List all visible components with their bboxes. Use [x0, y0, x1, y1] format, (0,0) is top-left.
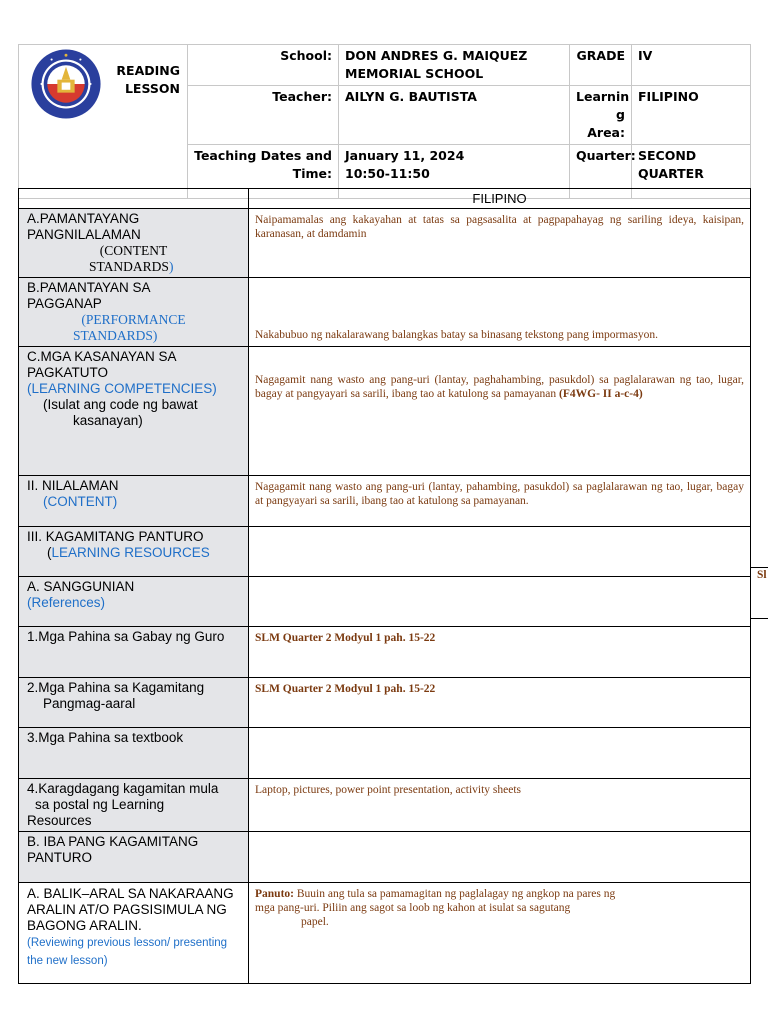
competency-code: (F4WG- II a-c-4) — [559, 388, 643, 400]
teaching-dates-label-line1: Teaching Dates and — [194, 148, 332, 163]
label-line — [27, 243, 240, 259]
competency-text: Nagagamit nang wasto ang pang-uri (lantay, paghahambing, pasukdol) sa paglalarawan ng tao, lugar, bagay at pangyayari sa sarili, ibang tao at katulong sa pamayanan — [255, 374, 744, 400]
row-additional-materials — [19, 779, 751, 832]
label-guide-pages: 1.Mga Pahina sa Gabay ng Guro — [19, 627, 249, 678]
other-materials-cell — [249, 832, 751, 883]
label-other-materials — [19, 832, 249, 883]
references-overflow-text: Sl — [757, 569, 767, 581]
label-line: PAGKATUTO — [27, 365, 109, 380]
learning-area-value: FILIPINO — [632, 86, 751, 145]
logo-cell — [19, 45, 188, 199]
label-line: (Isulat ang code ng bawat — [43, 397, 198, 412]
label-line: (LEARNING COMPETENCIES) — [27, 381, 217, 396]
label-line: kasanayan) — [73, 413, 143, 428]
label-line: PANTURO — [27, 850, 93, 865]
school-value-line2: MEMORIAL SCHOOL — [345, 66, 484, 81]
label-line: B. IBA PANG KAGAMITANG — [27, 834, 199, 849]
teaching-date: January 11, 2024 — [345, 148, 465, 163]
quarter-label: Quarter: — [570, 145, 632, 199]
learning-area-label-line2: g Area: — [587, 107, 625, 140]
panuto-line: Buuin ang tula sa pamamagitan ng paglalagay ng angkop na pares ng — [293, 888, 616, 900]
label-line: A.PAMANTAYANG — [27, 211, 140, 226]
label-line — [27, 259, 240, 275]
row-performance-standards — [19, 278, 751, 347]
quarter-value-line2: QUARTER — [638, 166, 704, 181]
row-learning-competencies — [19, 347, 751, 476]
school-label: School: — [188, 45, 339, 86]
learner-pages-text: SLM Quarter 2 Modyul 1 pah. 15-22 — [249, 678, 751, 728]
label-learner-pages — [19, 678, 249, 728]
row-other-materials — [19, 832, 751, 883]
label-line: Pangmag-aaral — [43, 696, 136, 711]
label-line: B.PAMANTAYAN SA — [27, 280, 151, 295]
label-line-text: ( — [47, 545, 52, 560]
label-line: (Reviewing previous lesson/ presenting — [27, 937, 228, 949]
teaching-dates-label-line2: Time: — [292, 166, 332, 181]
label-line-text: STANDARDS — [89, 259, 169, 274]
quarter-value-line1: SECOND — [638, 148, 697, 163]
label-line — [27, 545, 240, 561]
label-line: Resources — [27, 813, 92, 828]
corner-cell — [19, 189, 249, 209]
label-line: PANGNILALAMAN — [27, 227, 141, 242]
label-line: STANDARDS) — [73, 328, 158, 343]
learning-area-label-line1: Learnin — [576, 89, 630, 104]
header-table — [18, 44, 751, 199]
label-line: C.MGA KASANAYAN SA — [27, 349, 177, 364]
learning-competencies-text — [249, 347, 751, 476]
label-line: A. SANGGUNIAN — [27, 579, 135, 594]
label-performance-standards — [19, 278, 249, 347]
label-line: PAGGANAP — [27, 296, 102, 311]
grade-label: GRADE — [570, 45, 632, 86]
label-line: II. NILALAMAN — [27, 478, 119, 493]
panuto-line: mga pang-uri. Piliin ang sagot sa loob ng kahon at isulat sa sagutang — [255, 902, 571, 914]
column-header-filipino: FILIPINO — [249, 189, 751, 209]
label-review — [19, 883, 249, 984]
label-line-text: LEARNING RESOURCES — [51, 545, 210, 560]
title-line-1: READING — [116, 63, 180, 78]
label-line: the new lesson) — [27, 955, 108, 967]
row-review — [19, 883, 751, 984]
review-instructions — [249, 883, 751, 984]
lesson-plan-table — [18, 188, 751, 984]
teacher-value: AILYN G. BAUTISTA — [339, 86, 570, 145]
performance-standards-text: Nakabubuo ng nakalarawang balangkas batay sa binasang tekstong pang impormasyon. — [249, 278, 751, 347]
school-value — [339, 45, 570, 86]
label-line-text: ) — [168, 259, 174, 274]
row-content — [19, 476, 751, 527]
textbook-pages-cell — [249, 728, 751, 779]
row-references — [19, 577, 751, 627]
content-text: Nagagamit nang wasto ang pang-uri (lantay, pahambing, pasukdol) sa paglalarawan ng tao, lugar, bagay at pangyayari sa sarili, ibang tao at katulong sa pamayanan. — [249, 476, 751, 527]
row-learning-resources — [19, 527, 751, 577]
guide-pages-text: SLM Quarter 2 Modyul 1 pah. 15-22 — [249, 627, 751, 678]
teacher-label: Teacher: — [188, 86, 339, 145]
content-standards-text: Naipamamalas ang kakayahan at tatas sa pagsasalita at pagpapahayag ng sariling ideya, kaisipan, karanasan, at damdamin — [249, 209, 751, 278]
learning-area-label — [570, 86, 632, 145]
label-line: sa postal ng Learning — [35, 797, 165, 812]
learning-resources-cell — [249, 527, 751, 577]
label-line-text: (CONTENT — [99, 243, 168, 258]
row-content-standards — [19, 209, 751, 278]
label-line: 4.Karagdagang kagamitan mula — [27, 781, 219, 796]
label-learning-resources — [19, 527, 249, 577]
title-line-2: LESSON — [124, 81, 180, 96]
label-line: ARALIN AT/O PAGSISIMULA NG — [27, 902, 227, 917]
label-textbook-pages: 3.Mga Pahina sa textbook — [19, 728, 249, 779]
label-line: (CONTENT) — [43, 494, 118, 509]
row-learner-pages — [19, 678, 751, 728]
label-line: III. KAGAMITANG PANTURO — [27, 529, 204, 544]
label-learning-competencies — [19, 347, 249, 476]
school-value-line1: DON ANDRES G. MAIQUEZ — [345, 48, 528, 63]
label-line: (References) — [27, 595, 106, 610]
label-line: A. BALIK–ARAL SA NAKARAANG — [27, 886, 234, 901]
panuto-line: papel. — [301, 916, 329, 928]
label-line: 2.Mga Pahina sa Kagamitang — [27, 680, 205, 695]
references-cell — [249, 577, 751, 627]
row-guide-pages — [19, 627, 751, 678]
teaching-time: 10:50-11:50 — [345, 166, 430, 181]
label-content — [19, 476, 249, 527]
grade-value: IV — [632, 45, 751, 86]
additional-materials-text: Laptop, pictures, power point presentation, activity sheets — [249, 779, 751, 832]
panuto-label: Panuto: — [255, 888, 294, 900]
label-line: BAGONG ARALIN. — [27, 918, 142, 933]
label-additional-materials — [19, 779, 249, 832]
row-textbook-pages — [19, 728, 751, 779]
label-content-standards — [19, 209, 249, 278]
label-line: (PERFORMANCE — [81, 312, 186, 327]
label-references — [19, 577, 249, 627]
